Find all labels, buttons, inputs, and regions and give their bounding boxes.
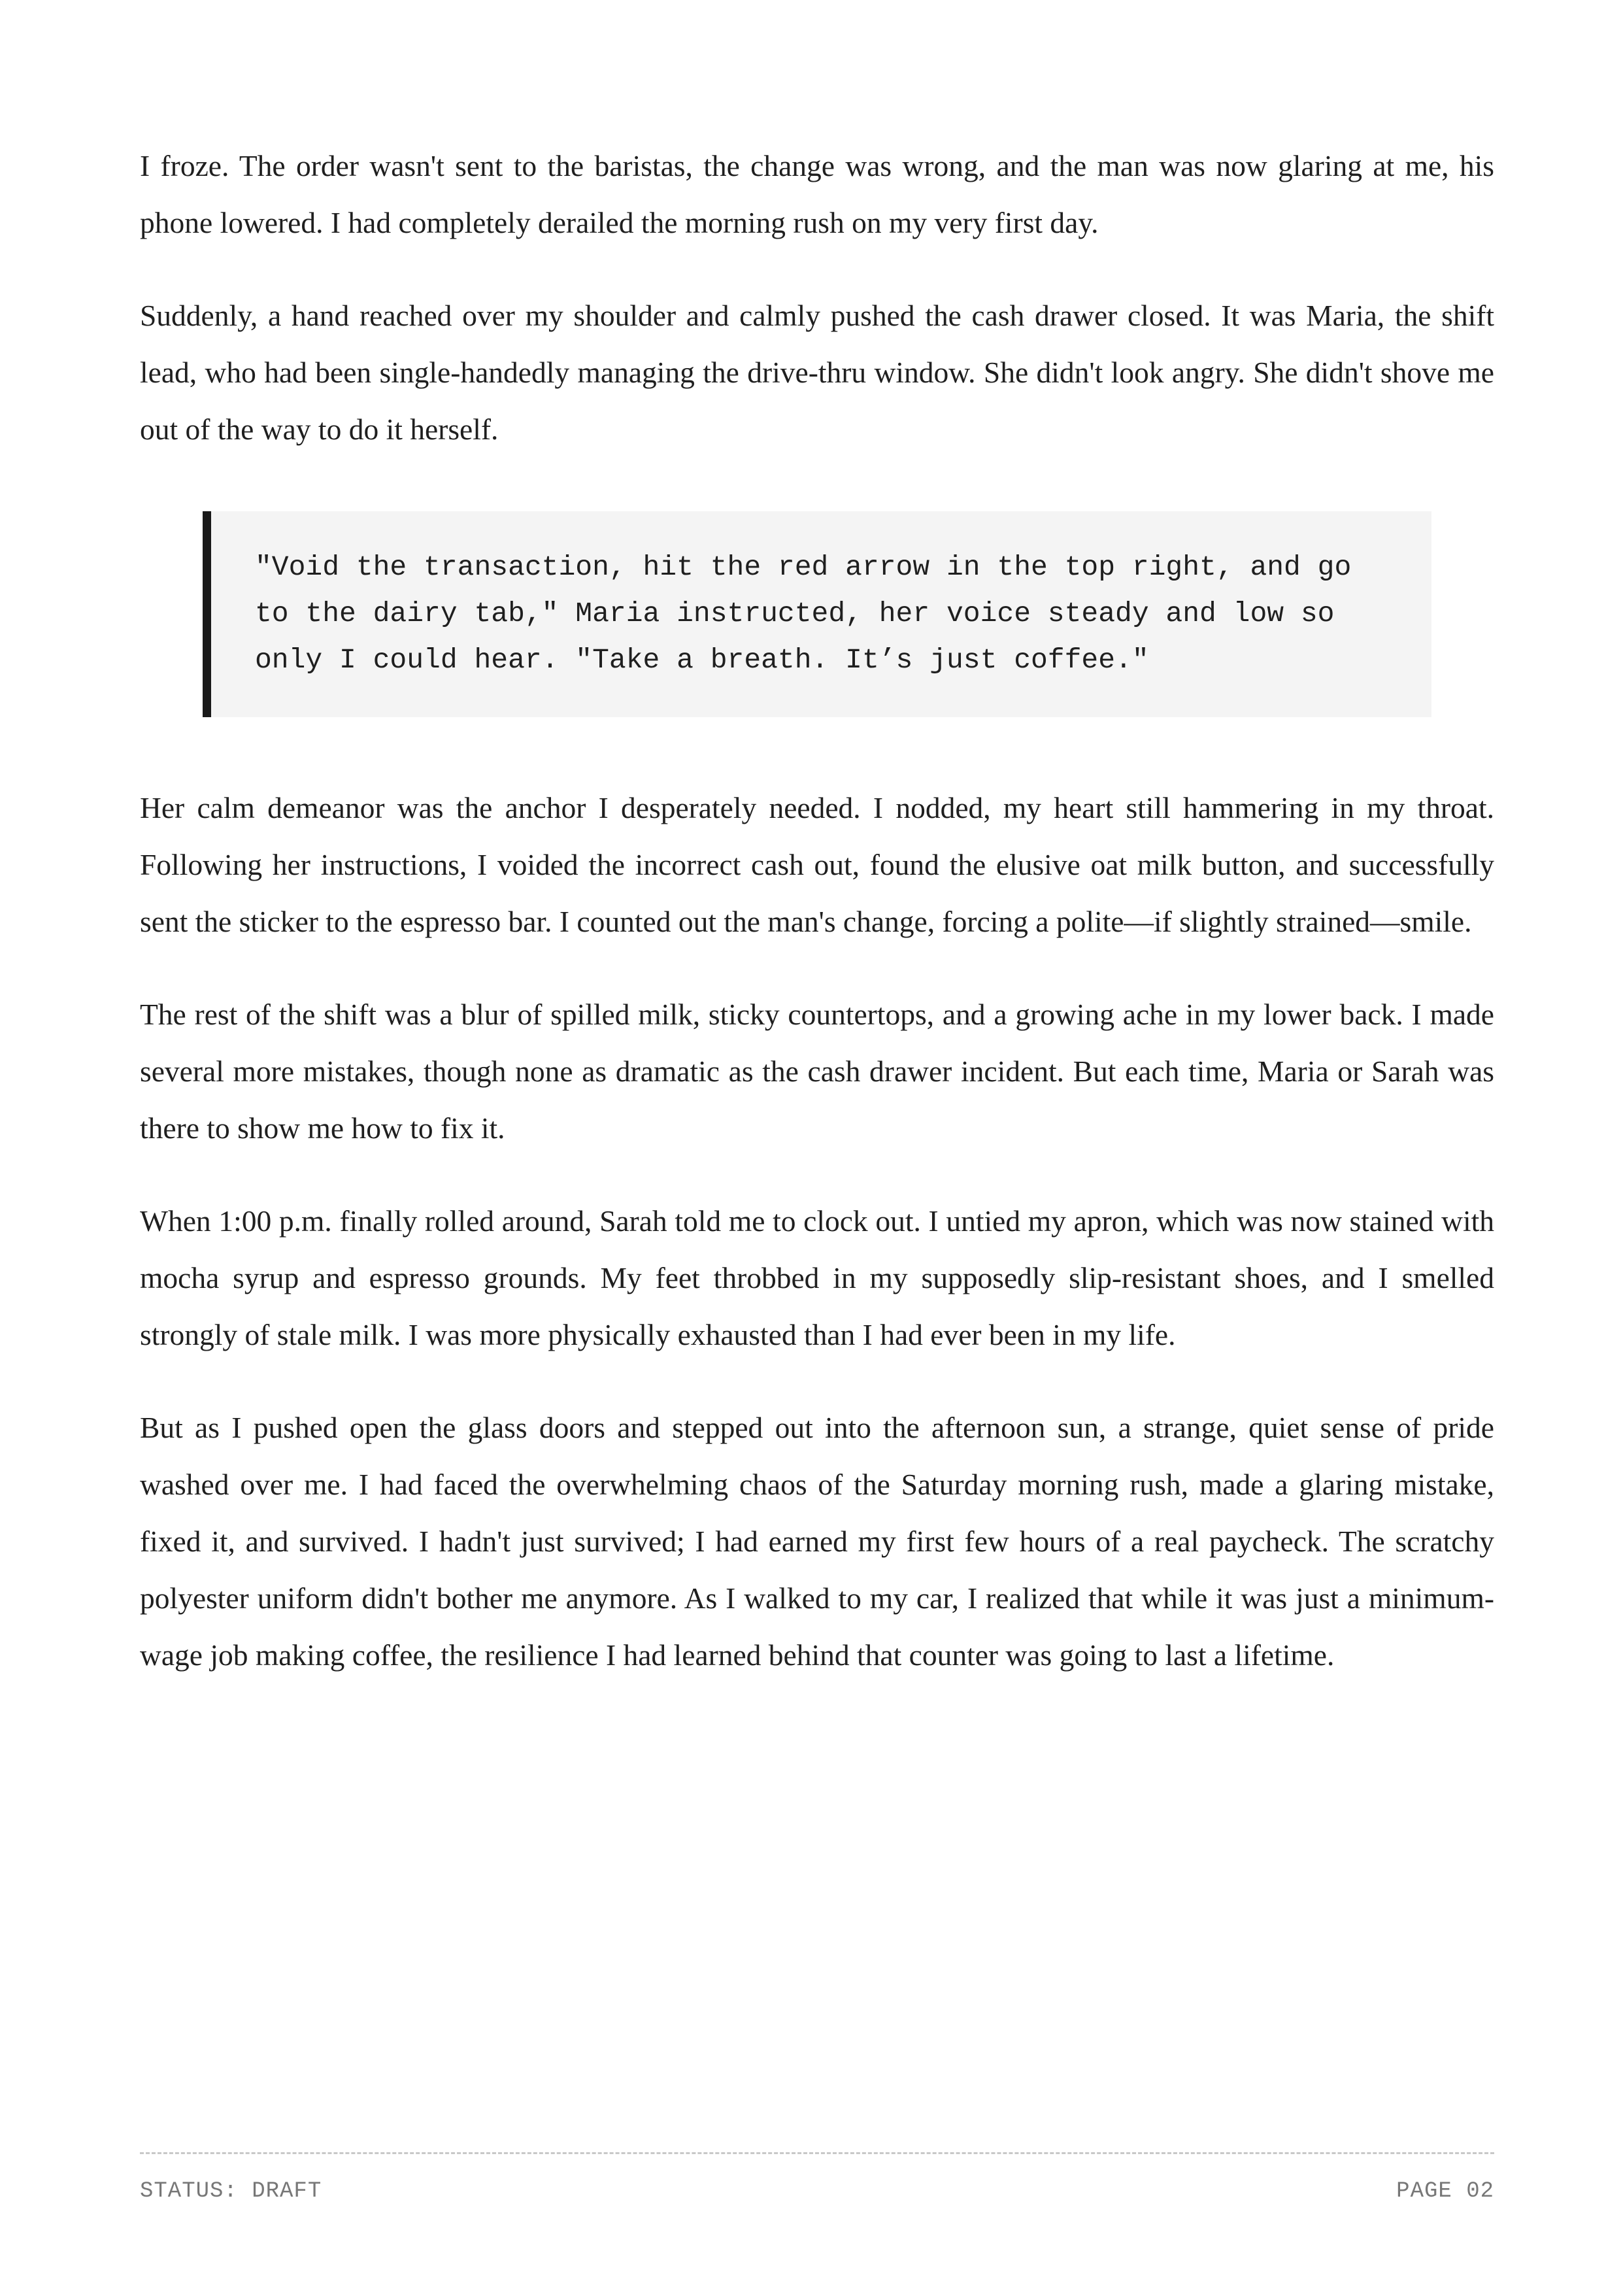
block-quote: "Void the transaction, hit the red arrow in the top right, and go to the dairy tab," Maria instructed, her voice steady and low so only I could hear. "Take a breath. It’s just coffee." — [203, 511, 1431, 717]
paragraph: Suddenly, a hand reached over my shoulder and calmly pushed the cash drawer closed. It was Maria, the shift lead, who had been single-handedly managing the drive-thru window. She didn't look angry. She didn't shove me out of the way to do it herself. — [140, 299, 1494, 446]
paragraph: But as I pushed open the glass doors and stepped out into the afternoon sun, a strange, quiet sense of pride washed over me. I had faced the overwhelming chaos of the Saturday morning rush, made a glaring mistake, fixed it, and survived. I hadn't just survived; I had earned my first few hours of a real paycheck. The scratchy polyester uniform didn't bother me anymore. As I walked to my car, I realized that while it was just a minimum-wage job making coffee, the resilience I had learned behind that counter was going to last a lifetime. — [140, 1411, 1494, 1672]
status-label: STATUS: DRAFT — [140, 2179, 322, 2204]
paragraph: Her calm demeanor was the anchor I desperately needed. I nodded, my heart still hammering in my throat. Following her instructions, I voided the incorrect cash out, found the elusive oat milk button, and successfully sent the sticker to the espresso bar. I counted out the man's change, forcing a polite—if slightly strained—smile. — [140, 791, 1494, 938]
page-footer — [140, 2152, 1494, 2204]
document-body — [140, 137, 1494, 1719]
paragraph: When 1:00 p.m. finally rolled around, Sarah told me to clock out. I untied my apron, which was now stained with mocha syrup and espresso grounds. My feet throbbed in my supposedly slip-resistant shoes, and I smelled strongly of stale milk. I was more physically exhausted than I had ever been in my life. — [140, 1204, 1494, 1351]
paragraph: The rest of the shift was a blur of spilled milk, sticky countertops, and a growing ache in my lower back. I made several more mistakes, though none as dramatic as the cash drawer incident. But each time, Maria or Sarah was there to show me how to fix it. — [140, 998, 1494, 1145]
page-number: PAGE 02 — [1396, 2179, 1494, 2204]
paragraph: I froze. The order wasn't sent to the baristas, the change was wrong, and the man was now glaring at me, his phone lowered. I had completely derailed the morning rush on my very first day. — [140, 149, 1494, 239]
